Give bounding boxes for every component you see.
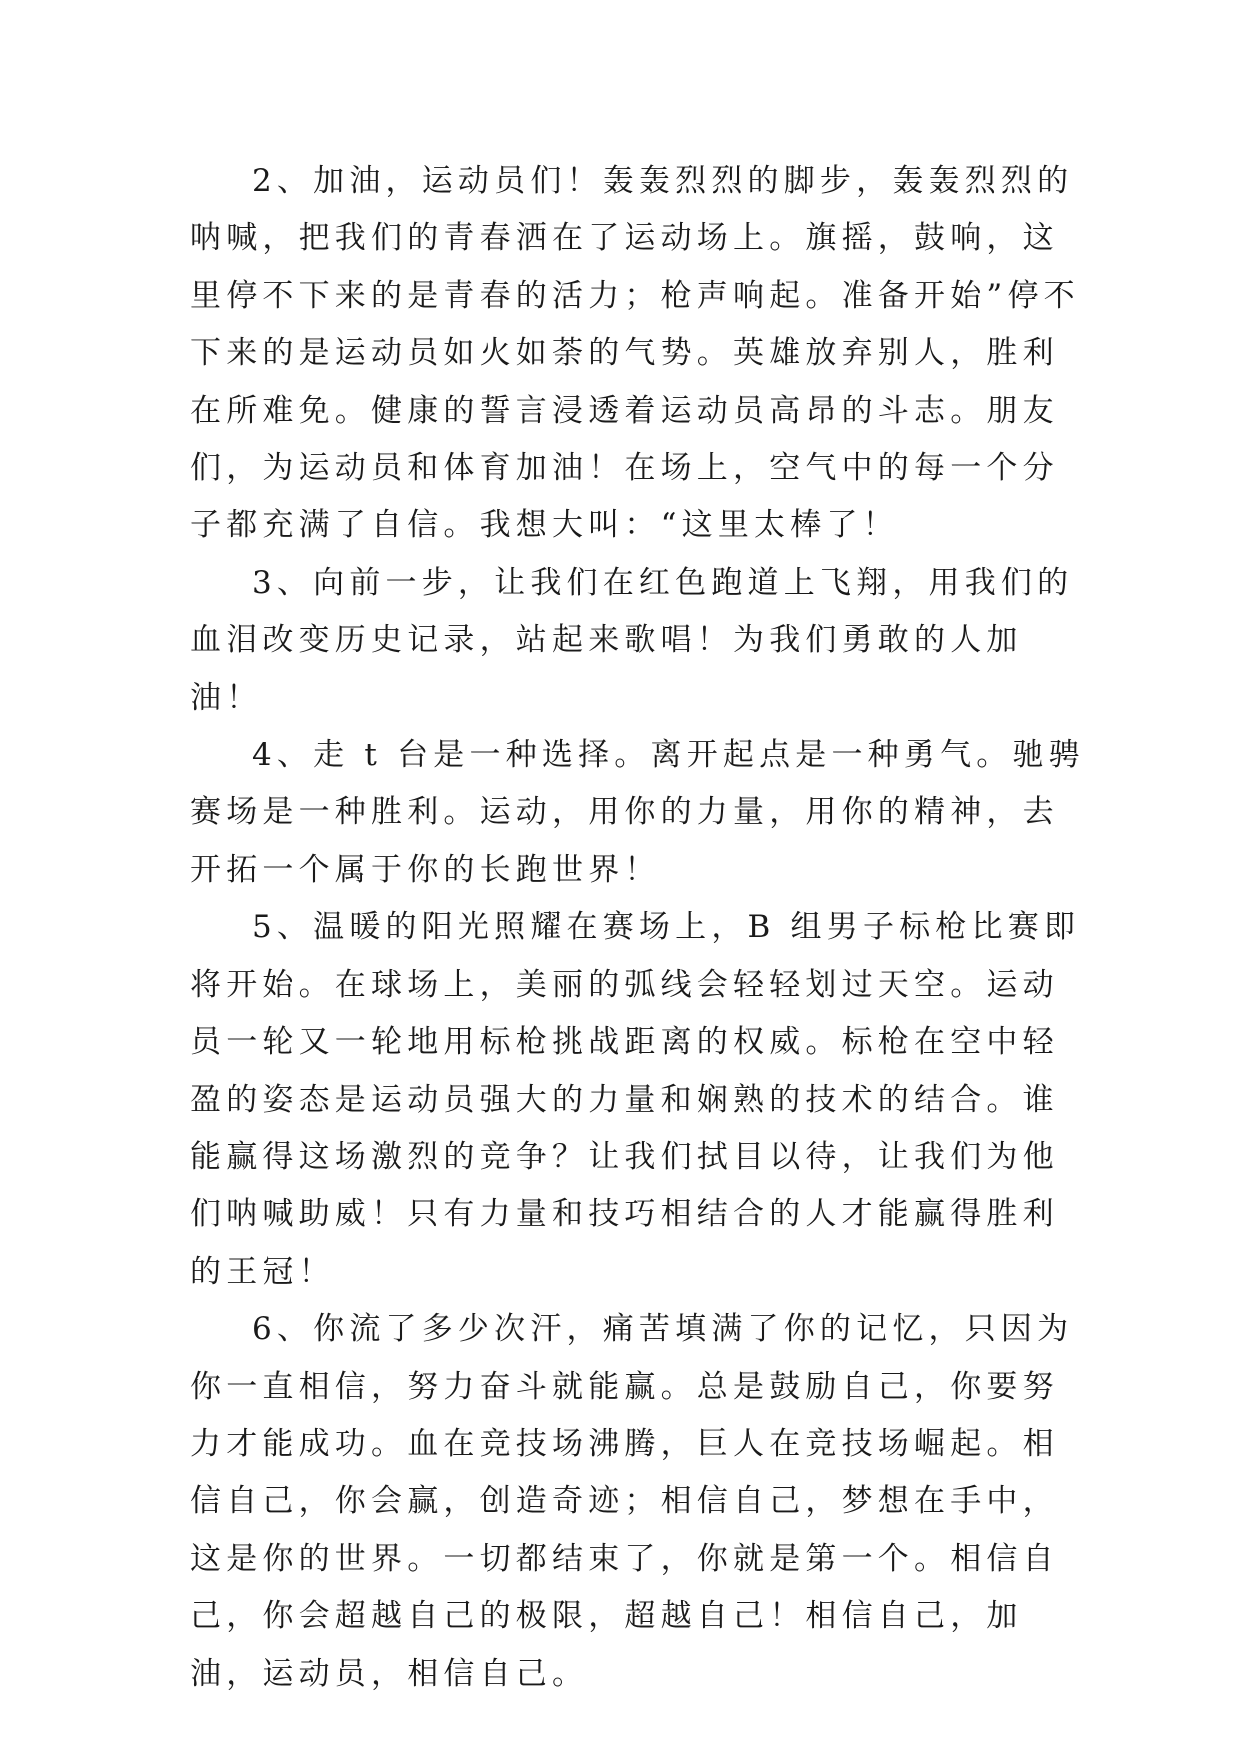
document-body [190, 153, 1090, 1703]
paragraph-4: 4、走 t 台是一种选择。离开起点是一种勇气。驰骋赛场是一种胜利。运动，用你的力量，用你的精神，去开拓一个属于你的长跑世界！ [190, 737, 1085, 888]
paragraph-6: 6、你流了多少次汗，痛苦填满了你的记忆，只因为你一直相信，努力奋斗就能赢。总是鼓励自己，你要努力才能成功。血在竞技场沸腾，巨人在竞技场崛起。相信自己，你会赢，创造奇迹；相信自己，梦想在手中，这是你的世界。一切都结束了，你就是第一个。相信自己，你会超越自己的极限，超越自己！相信自己，加油，运动员，相信自己。 [190, 1311, 1074, 1692]
paragraph-3: 3、向前一步，让我们在红色跑道上飞翔，用我们的血泪改变历史记录，站起来歌唱！为我们勇敢的人加油！ [190, 564, 1074, 716]
paragraph-2: 2、加油，运动员们！轰轰烈烈的脚步，轰轰烈烈的呐喊，把我们的青春洒在了运动场上。旗摇，鼓响，这里停不下来的是青春的活力；枪声响起。准备开始”停不下来的是运动员如火如荼的气势。英雄放弃别人，胜利在所难免。健康的誓言浸透着运动员高昂的斗志。朋友们，为运动员和体育加油！在场上，空气中的每一个分子都充满了自信。我想大叫：“这里太棒了！ [190, 163, 1080, 544]
paragraph-5: 5、温暖的阳光照耀在赛场上，B 组男子标枪比赛即将开始。在球场上，美丽的弧线会轻轻划过天空。运动员一轮又一轮地用标枪挑战距离的权威。标枪在空中轻盈的姿态是运动员强大的力量和娴熟的技术的结合。谁能赢得这场激烈的竞争？让我们拭目以待，让我们为他们呐喊助威！只有力量和技巧相结合的人才能赢得胜利的王冠！ [190, 909, 1081, 1290]
